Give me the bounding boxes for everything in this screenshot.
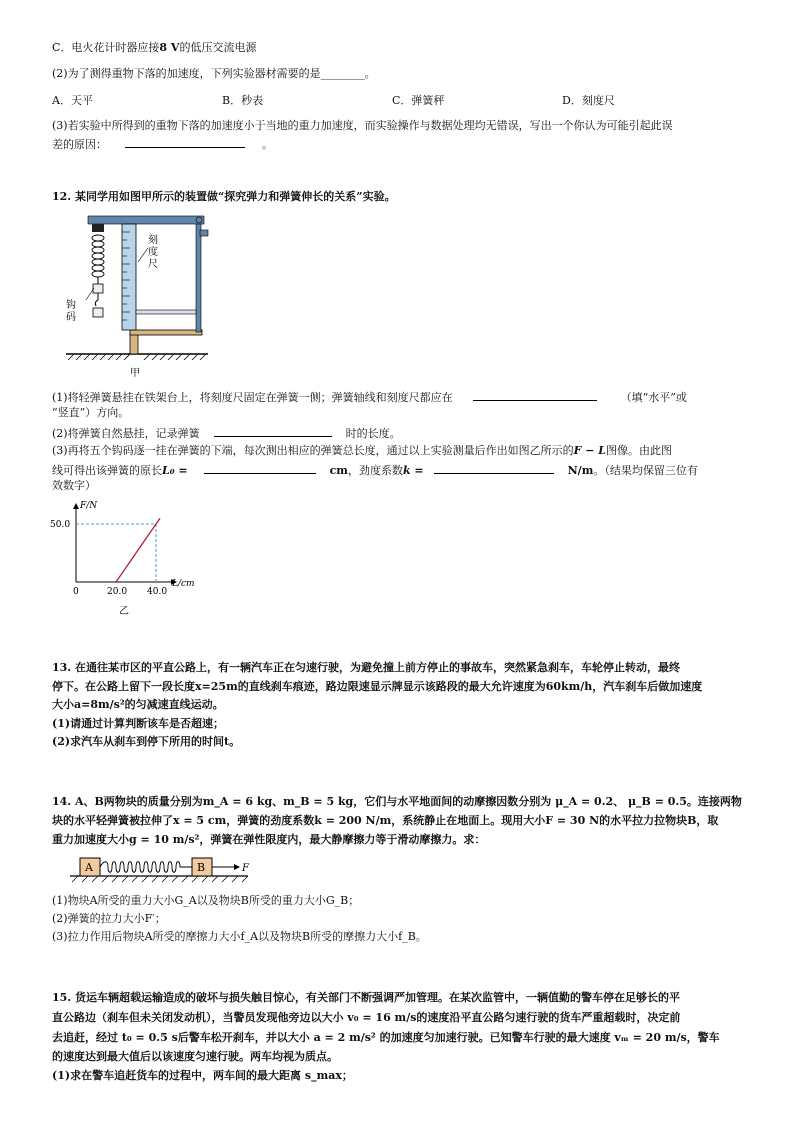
- answer-blank[interactable]: [473, 388, 597, 401]
- q15-line2: 直公路边（刹车但未关闭发动机），当警员发现他旁边以大小 v₀ = 16 m/s的速度沿平直公路匀速行驶的货车严重超载时，决定前: [52, 1011, 681, 1024]
- figure-caption-jia: 甲: [130, 368, 140, 378]
- svg-text:度: 度: [148, 247, 158, 258]
- answer-blank[interactable]: [204, 461, 316, 474]
- x-tick-label: 40.0: [147, 587, 168, 597]
- q11-option-a: A．天平: [52, 94, 93, 107]
- svg-text:B: B: [197, 861, 206, 874]
- q13-line2: 停下。在公路上留下一段长度x=25m的直线刹车痕迹，路边限速显示牌显示该路段的最大允许速度为60km/h，汽车刹车后做加速度: [52, 680, 703, 693]
- force-label: F: [242, 863, 249, 874]
- q12-part3-cont: 线可得出该弹簧的原长L₀ = cm，劲度系数k = N/m。（结果均保留三位有: [52, 461, 698, 479]
- q13-line3: 大小a=8m/s²的匀减速直线运动。: [52, 698, 224, 711]
- svg-text:A: A: [85, 861, 93, 874]
- q11-option-c: C．电火花计时器应接8 V的低压交流电源: [52, 41, 257, 54]
- f-l-chart: [48, 496, 208, 620]
- q11-part2: (2)为了测得重物下落的加速度，下列实验器材需要的是________。: [52, 67, 376, 80]
- y-tick-label: 50.0: [50, 520, 71, 530]
- q11-option-b: B．秒表: [222, 94, 264, 107]
- q15-line4: 的速度达到最大值后以该速度匀速行驶。两车均视为质点。: [52, 1050, 338, 1063]
- answer-blank[interactable]: [434, 461, 554, 474]
- x-axis-label: L/cm: [172, 579, 195, 589]
- q15-line3: 去追赶，经过 t₀ = 0.5 s后警车松开刹车，并以大小 a = 2 m/s² 的加速度匀加速行驶。已知警车行驶的最大速度 vₘ = 20 m/s，警车: [52, 1031, 720, 1044]
- q15-line1: 15. 货运车辆超载运输造成的破坏与损失触目惊心，有关部门不断强调严加管理。在某次监管中，一辆值勤的警车停在足够长的平: [52, 991, 680, 1004]
- q12-title: 12. 某同学用如图甲所示的装置做“探究弹力和弹簧伸长的关系”实验。: [52, 190, 396, 203]
- svg-text:尺: 尺: [148, 259, 158, 270]
- q14-part3: (3)拉力作用后物块A所受的摩擦力大小f_A以及物块B所受的摩擦力大小f_B。: [52, 930, 427, 943]
- series-line: [116, 518, 160, 582]
- ruler-label-1: 刻: [148, 235, 158, 246]
- voltage-value: 8 V: [159, 41, 180, 54]
- weight-label: 钩: [66, 300, 76, 311]
- q11-option-c2: C．弹簧秤: [392, 94, 445, 107]
- spring: [100, 862, 192, 873]
- q12-part2: (2)将弹簧自然悬挂，记录弹簧 时的长度。: [52, 424, 401, 442]
- q12-part1-cont: “竖直”）方向。: [52, 406, 130, 419]
- q14-line3: 重力加速度大小g = 10 m/s²，弹簧在弹性限度内，最大静摩擦力等于滑动摩擦力。求：: [52, 833, 486, 846]
- svg-text:码: 码: [66, 312, 76, 323]
- q11-option-d: D．刻度尺: [562, 94, 615, 107]
- y-axis-label: F/N: [80, 501, 98, 511]
- q12-part3-cont2: 效数字）: [52, 479, 96, 492]
- answer-blank[interactable]: [214, 424, 332, 437]
- q15-part1: (1)求在警车追赶货车的过程中，两车间的最大距离 s_max；: [52, 1069, 353, 1082]
- q11-part3-line1: (3)若实验中所得到的重物下落的加速度小于当地的重力加速度，而实验操作与数据处理均无错误，写出一个你认为可能引起此误: [52, 119, 673, 132]
- q13-part2: (2)求汽车从刹车到停下所用的时间t。: [52, 735, 241, 748]
- q11-part3-line2: 差的原因： 。: [52, 135, 273, 153]
- q13-part1: (1)请通过计算判断该车是否超速；: [52, 717, 225, 730]
- q12-part1: (1)将轻弹簧悬挂在铁架台上，将刻度尺固定在弹簧一侧；弹簧轴线和刻度尺都应在 （填“水平”或: [52, 388, 687, 406]
- x-tick-label: 20.0: [107, 587, 128, 597]
- q14-line2: 块的水平轻弹簧被拉伸了x = 5 cm，弹簧的劲度系数k = 200 N/m，系统静止在地面上。现用大小F = 30 N的水平拉力拉物块B，取: [52, 814, 719, 827]
- figure-caption-yi: 乙: [119, 606, 129, 617]
- blocks-figure: [70, 852, 260, 886]
- q14-part2: (2)弹簧的拉力大小F′；: [52, 912, 166, 925]
- x-tick-label: 0: [73, 587, 79, 597]
- answer-blank[interactable]: [125, 135, 245, 148]
- apparatus-figure: [60, 208, 220, 378]
- q12-part3: (3)再将五个钩码逐一挂在弹簧的下端，每次测出相应的弹簧总长度，通过以上实验测量后作出如图乙所示的F − L图像。由此图: [52, 444, 672, 457]
- q14-part1: (1)物块A所受的重力大小G_A以及物块B所受的重力大小G_B；: [52, 894, 360, 907]
- q13-line1: 13. 在通往某市区的平直公路上，有一辆汽车正在匀速行驶，为避免撞上前方停止的事故车，突然紧急刹车，车轮停止转动，最终: [52, 661, 680, 674]
- q14-line1: 14. A、B两物块的质量分别为m_A = 6 kg、m_B = 5 kg，它们与水平地面间的动摩擦因数分别为 μ_A = 0.2、 μ_B = 0.5。连接两物: [52, 795, 742, 808]
